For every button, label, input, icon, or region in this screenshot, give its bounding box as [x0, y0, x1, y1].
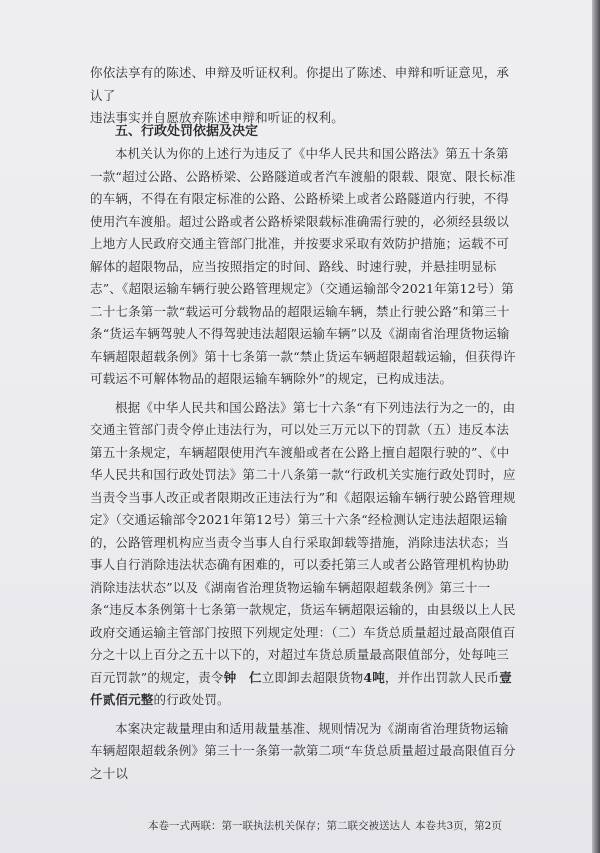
body-text — [90, 143, 520, 785]
section-heading: 五、行政处罚依据及决定 — [115, 124, 259, 139]
paragraph-basis-text-3: ，并作出罚款人民币 — [384, 669, 500, 685]
footer-copies-note: 本卷一式两联：第一联执法机关保存；第二联交被送达人 — [148, 820, 411, 832]
footer-page-number: 本卷共3页，第2页 — [415, 820, 502, 832]
paragraph-basis-text: 根据《中华人民共和国公路法》第七十六条“有下列违法行为之一的，由交通主管部门责令停止违法行为，可以处三万元以下的罚款（五）违反本法第五十条规定，车辆超限使用汽车渡船或者在公路上擅自超限行驶的”、《中华人民共和国行政处罚法》第二十八条第一款“行政机关实施行政处罚时，应当责令当事人改正或者限期改正违法行为”和《超限运输车辆行驶公路管理规定》（交通运输部令2021年第12号）第三十六条“经检测认定违法超限运输的，公路管理机构应当责令当事人自行采取卸载等措施，消除违法状态；当事人自行消除违法状态确有困难的，可以委托第三人或者公路管理机构协助消除违法状态”以及《湖南省治理货物运输车辆超限超载条例》第三十一条“违反本条例第十七条第一款规定，货运车辆超限运输的，由县级以上人民政府交通运输主管部门按照下列规定处理：（二）车货总质量超过最高限值百分之十以上百分之五十以下的，对超过车货总质量最高限值部分，处每吨三百元罚款”的规定，责令 — [90, 399, 516, 685]
paragraph-discretion: 本案决定裁量理由和适用裁量基准、规则情况为《湖南省治理货物运输车辆超限超载条例》第三十一条第一款第二项“车货总质量超过最高限值百分之十以 — [90, 720, 516, 781]
intro-line-1: 你依法享有的陈述、申辩及听证权利。你提出了陈述、申辩和听证意见，承认了 — [90, 65, 510, 103]
overload-weight: 4吨 — [363, 669, 385, 685]
fine-amount: 壹仟贰佰元整 — [90, 669, 512, 707]
paragraph-basis — [90, 397, 520, 712]
paragraph-violation: 本机关认为你的上述行为违反了《中华人民共和国公路法》第五十条第一款“超过公路、公路桥梁、公路隧道或者汽车渡船的限载、限宽、限长标准的车辆，不得在有限定标准的公路、公路桥梁上或者公路隧道内行驶，不得使用汽车渡船。超过公路或者公路桥梁限载标准确需行驶的，必须经县级以上地方人民政府交通主管部门批准，并按要求采取有效防护措施；运载不可解体的超限物品，应当按照指定的时间、路线、时速行驶，并悬挂明显标志”、《超限运输车辆行驶公路管理规定》（交通运输部令2021年第12号）第二十七条第一款“载运可分载物品的超限运输车辆，禁止行驶公路”和第三十条“货运车辆驾驶人不得驾驶违法超限运输车辆”以及《湖南省治理货物运输车辆超限超载条例》第十七条第一款“禁止货运车辆超限超载运输，但获得许可载运不可解体物品的超限运输车辆除外”的规定，已构成违法。 — [90, 146, 516, 386]
intro-line-2: 违法事实并自愿放弃陈述申辩和听证的权利。 — [90, 110, 345, 125]
paragraph-basis-text-2: 立即卸去超限货物 — [261, 669, 364, 685]
party-name: 钟 仁 — [223, 669, 262, 685]
paragraph-basis-text-4: 的行政处罚。 — [153, 692, 230, 707]
paper-edge-shadow — [592, 0, 600, 853]
